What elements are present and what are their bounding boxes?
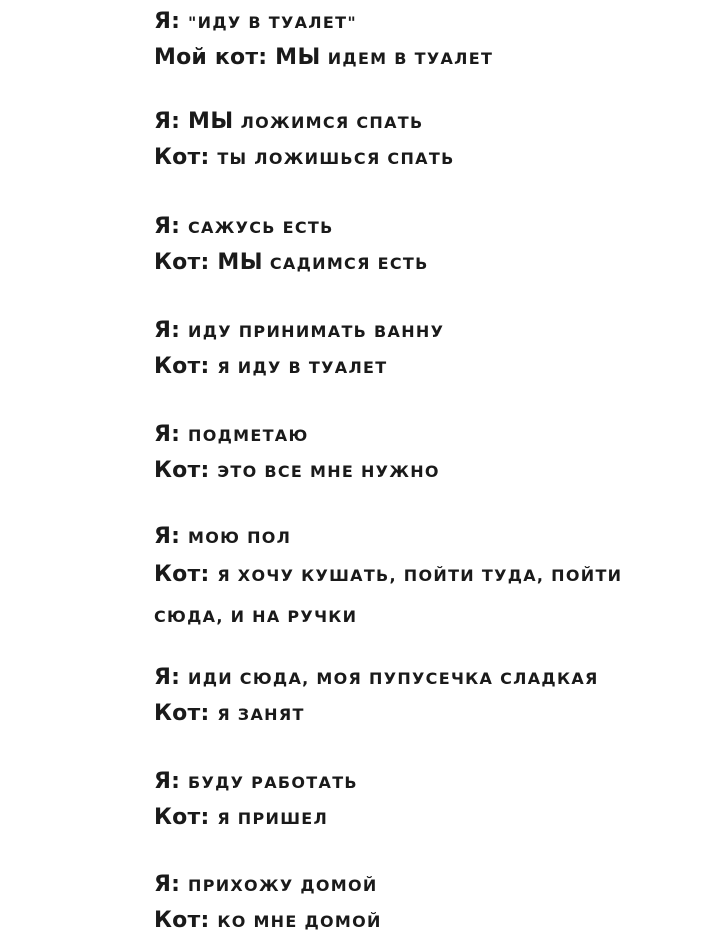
line-text: ИДУ ПРИНИМАТЬ ВАННУ (188, 322, 445, 341)
speaker-label: Я : (154, 109, 188, 134)
dialog-9 (154, 867, 700, 939)
my-line (154, 660, 700, 696)
cat-line (154, 349, 700, 385)
line-text: ПРИХОЖУ ДОМОЙ (188, 876, 378, 895)
dialog-1 (154, 4, 700, 76)
dialog-3 (154, 209, 700, 281)
emphasis-word: МЫ (217, 250, 263, 275)
speaker-label: Я : (154, 872, 188, 897)
my-line (154, 519, 680, 555)
line-text: МОЮ ПОЛ (188, 528, 292, 547)
line-text: ЭТО ВСЕ МНЕ НУЖНО (217, 462, 440, 481)
speaker-label: Кот : (154, 562, 217, 587)
dialog-5 (154, 417, 700, 489)
speaker-label: Кот : (154, 145, 217, 170)
speaker-label: Я : (154, 214, 188, 239)
dialog-6 (154, 519, 680, 638)
speaker-label: Я : (154, 422, 188, 447)
cat-line (154, 453, 700, 489)
line-text: БУДУ РАБОТАТЬ (188, 773, 358, 792)
emphasis-word: МЫ (275, 45, 321, 70)
line-text: ИДИ СЮДА, МОЯ ПУПУСЕЧКА СЛАДКАЯ (188, 669, 599, 688)
speaker-label: Кот : (154, 701, 217, 726)
line-text: ИДЕМ В ТУАЛЕТ (327, 49, 494, 68)
line-text: Я ХОЧУ КУШАТЬ, ПОЙТИ ТУДА, ПОЙТИ СЮДА, И НА РУЧКИ (154, 566, 623, 626)
cat-line (154, 140, 700, 176)
line-text: Я ПРИШЕЛ (217, 809, 329, 828)
speaker-label: Я : (154, 9, 188, 34)
dialog-4 (154, 313, 700, 385)
cat-line (154, 903, 700, 939)
line-text: САДИМСЯ ЕСТЬ (269, 254, 429, 273)
speaker-label: Я : (154, 524, 188, 549)
my-line (154, 313, 700, 349)
cat-line (154, 696, 700, 732)
cat-line (154, 800, 700, 836)
line-text: Я ИДУ В ТУАЛЕТ (217, 358, 388, 377)
speaker-label: Я : (154, 665, 188, 690)
line-text: САЖУСЬ ЕСТЬ (188, 218, 334, 237)
speaker-label: Кот : (154, 458, 217, 483)
cat-line (154, 245, 700, 281)
line-text: ПОДМЕТАЮ (188, 426, 309, 445)
speaker-label: Кот : (154, 250, 217, 275)
my-line (154, 4, 700, 40)
speaker-label: Кот : (154, 805, 217, 830)
line-text: Я ЗАНЯТ (217, 705, 305, 724)
speaker-label: Я : (154, 318, 188, 343)
my-line (154, 417, 700, 453)
speaker-label: Я : (154, 769, 188, 794)
my-line (154, 209, 700, 245)
speaker-label: Кот : (154, 908, 217, 933)
emphasis-word: МЫ (188, 109, 234, 134)
dialog-8 (154, 764, 700, 836)
my-line (154, 104, 700, 140)
cat-line (154, 555, 680, 638)
line-text: ТЫ ЛОЖИШЬСЯ СПАТЬ (217, 149, 455, 168)
dialog-7 (154, 660, 700, 732)
line-text: ЛОЖИМСЯ СПАТЬ (240, 113, 424, 132)
line-text: КО МНЕ ДОМОЙ (217, 912, 382, 931)
speaker-label: Мой кот : (154, 45, 275, 70)
my-line (154, 867, 700, 903)
my-line (154, 764, 700, 800)
cat-line (154, 40, 700, 76)
speaker-label: Кот : (154, 354, 217, 379)
dialog-2 (154, 104, 700, 176)
line-text: "ИДУ В ТУАЛЕТ" (188, 13, 357, 32)
